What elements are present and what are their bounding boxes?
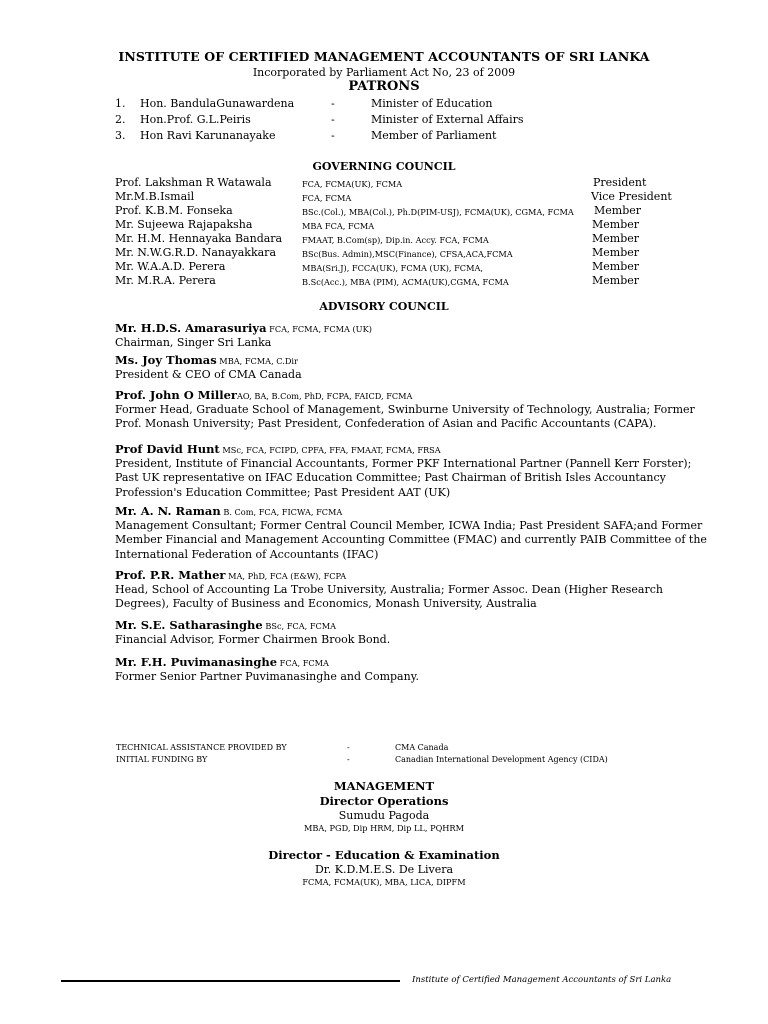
- advisor-qualifications: AO, BA, B.Com, PhD, FCPA, FAICD, FCMA: [237, 391, 413, 401]
- person-title: Director Operations: [319, 794, 449, 808]
- advisor-entry: [115, 504, 715, 562]
- incorporation-subtitle: Incorporated by Parliament Act No, 23 of 2009: [252, 66, 516, 79]
- member-qualifications: FMAAT, B.Com(sp), Dip.in. Accy. FCA, FCMA: [302, 235, 489, 245]
- patron-name: Hon.Prof. G.L.Peiris: [140, 113, 251, 126]
- member-qualifications: BSc(Bus. Admin),MSC(Finance), CFSA,ACA,FCMA: [302, 249, 513, 259]
- technical-value: CMA Canada: [395, 743, 449, 752]
- advisor-qualifications: MBA, FCMA, C.Dir: [216, 356, 298, 366]
- member-name: Mr.M.B.Ismail: [115, 190, 195, 203]
- member-qualifications: MBA FCA, FCMA: [302, 221, 375, 231]
- advisory-council-heading: ADVISORY COUNCIL: [319, 300, 449, 313]
- advisor-qualifications: FCA, FCMA, FCMA (UK): [266, 324, 372, 334]
- advisor-entry: [115, 655, 715, 684]
- person-name: Dr. K.D.M.E.S. De Livera: [314, 863, 454, 876]
- person-qualifications: FCMA, FCMA(UK), MBA, LICA, DIPFM: [302, 877, 466, 887]
- advisor-description: President, Institute of Financial Accountants, Former PKF International Partner (Pannell Kerr Forster); Past UK representative on IFAC Education Committee; Past Chairman of British Isles Accountancy Profession's Education Committee; Past President AAT (UK): [115, 457, 692, 499]
- patron-separator: -: [331, 113, 335, 126]
- member-role: Member: [594, 204, 642, 217]
- advisor-name: Mr. F.H. Puvimanasinghe: [115, 655, 278, 669]
- patron-role: Member of Parliament: [371, 129, 497, 142]
- member-name: Prof. K.B.M. Fonseka: [115, 204, 233, 217]
- advisor-name: Prof. P.R. Mather: [115, 568, 226, 582]
- member-role: Member: [592, 246, 640, 259]
- person-qualifications: MBA, PGD, Dip HRM, Dip LL, PQHRM: [304, 823, 464, 833]
- advisor-entry: [115, 388, 715, 432]
- funding-label: INITIAL FUNDING BY: [116, 755, 208, 764]
- patron-number: 2.: [115, 113, 126, 126]
- advisor-description: Management Consultant; Former Central Council Member, ICWA India; Past President SAFA;and Former Member Financial and Management Accounting Committee (FMAC) and currently PAIB Committee of the International Federation of Accountants (IFAC): [115, 519, 707, 561]
- advisor-qualifications: B. Com, FCA, FICWA, FCMA: [220, 507, 343, 517]
- patron-number: 1.: [115, 97, 126, 110]
- advisor-description: Head, School of Accounting La Trobe University, Australia; Former Assoc. Dean (Higher Research Degrees), Faculty of Business and Economics, Monash University, Australia: [115, 583, 663, 611]
- advisor-description: Former Head, Graduate School of Management, Swinburne University of Technology, Australia; Former Prof. Monash University; Past President, Confederation of Asian and Pacific Accountants (CAPA).: [115, 403, 695, 431]
- advisor-name: Ms. Joy Thomas: [115, 353, 217, 367]
- patrons-heading: PATRONS: [348, 79, 420, 94]
- patron-name: Hon Ravi Karunanayake: [140, 129, 276, 142]
- member-name: Mr. Sujeewa Rajapaksha: [115, 218, 253, 231]
- advisor-entry: [115, 353, 715, 382]
- patron-number: 3.: [115, 129, 126, 142]
- advisor-entry: [115, 321, 715, 350]
- funding-value: Canadian International Development Agency (CIDA): [395, 755, 608, 764]
- advisor-description: President & CEO of CMA Canada: [115, 368, 302, 382]
- footer-text: Institute of Certified Management Accountants of Sri Lanka: [412, 975, 672, 985]
- advisor-description: Former Senior Partner Puvimanasinghe and Company.: [115, 670, 419, 684]
- technical-label: TECHNICAL ASSISTANCE PROVIDED BY: [116, 743, 287, 752]
- advisor-name: Prof David Hunt: [115, 442, 220, 456]
- member-role: Member: [592, 218, 640, 231]
- person-name: Sumudu Pagoda: [338, 809, 430, 822]
- advisor-description: Chairman, Singer Sri Lanka: [115, 336, 272, 350]
- advisor-entry: [115, 442, 715, 500]
- advisor-description: Financial Advisor, Former Chairmen Brook Bond.: [115, 633, 391, 647]
- member-name: Mr. W.A.A.D. Perera: [115, 260, 226, 273]
- footer-rule: [61, 980, 400, 982]
- member-qualifications: FCA, FCMA(UK), FCMA: [302, 179, 403, 189]
- advisor-qualifications: BSc, FCA, FCMA: [262, 621, 337, 631]
- patron-name: Hon. BandulaGunawardena: [140, 97, 295, 110]
- advisor-qualifications: MA, PhD, FCA (E&W), FCPA: [225, 571, 347, 581]
- member-name: Prof. Lakshman R Watawala: [115, 176, 272, 189]
- member-role: Member: [592, 274, 640, 287]
- funding-separator: -: [347, 755, 350, 764]
- advisor-entry: [115, 618, 715, 647]
- member-qualifications: BSc.(Col.), MBA(Col.), Ph.D(PIM-USJ), FCMA(UK), CGMA, FCMA: [302, 207, 574, 217]
- member-role: President: [593, 176, 647, 189]
- member-name: Mr. N.W.G.R.D. Nanayakkara: [115, 246, 276, 259]
- advisor-name: Mr. S.E. Satharasinghe: [115, 618, 263, 632]
- advisor-qualifications: FCA, FCMA: [277, 658, 329, 668]
- member-role: Member: [592, 260, 640, 273]
- person-title: Director - Education & Examination: [268, 848, 500, 862]
- member-qualifications: FCA, FCMA: [302, 193, 352, 203]
- member-role: Member: [592, 232, 640, 245]
- patron-separator: -: [331, 97, 335, 110]
- institute-title: INSTITUTE OF CERTIFIED MANAGEMENT ACCOUNTANTS OF SRI LANKA: [118, 49, 650, 64]
- advisor-qualifications: MSc, FCA, FCIPD, CPFA, FFA, FMAAT, FCMA, FRSA: [219, 445, 441, 455]
- patron-role: Minister of External Affairs: [371, 113, 524, 126]
- patron-role: Minister of Education: [371, 97, 493, 110]
- advisor-name: Mr. H.D.S. Amarasuriya: [115, 321, 267, 335]
- management-heading: MANAGEMENT: [333, 779, 435, 793]
- member-qualifications: B.Sc(Acc.), MBA (PIM), ACMA(UK),CGMA, FCMA: [302, 277, 509, 287]
- advisor-entry: [115, 568, 715, 612]
- technical-separator: -: [347, 743, 350, 752]
- advisor-name: Mr. A. N. Raman: [115, 504, 221, 518]
- member-name: Mr. H.M. Hennayaka Bandara: [115, 232, 283, 245]
- member-qualifications: MBA(Sri.J), FCCA(UK), FCMA (UK), FCMA,: [302, 263, 483, 273]
- member-role: Vice President: [591, 190, 672, 203]
- patron-separator: -: [331, 129, 335, 142]
- member-name: Mr. M.R.A. Perera: [115, 274, 216, 287]
- advisor-name: Prof. John O Miller: [115, 388, 237, 402]
- governing-council-heading: GOVERNING COUNCIL: [312, 160, 456, 173]
